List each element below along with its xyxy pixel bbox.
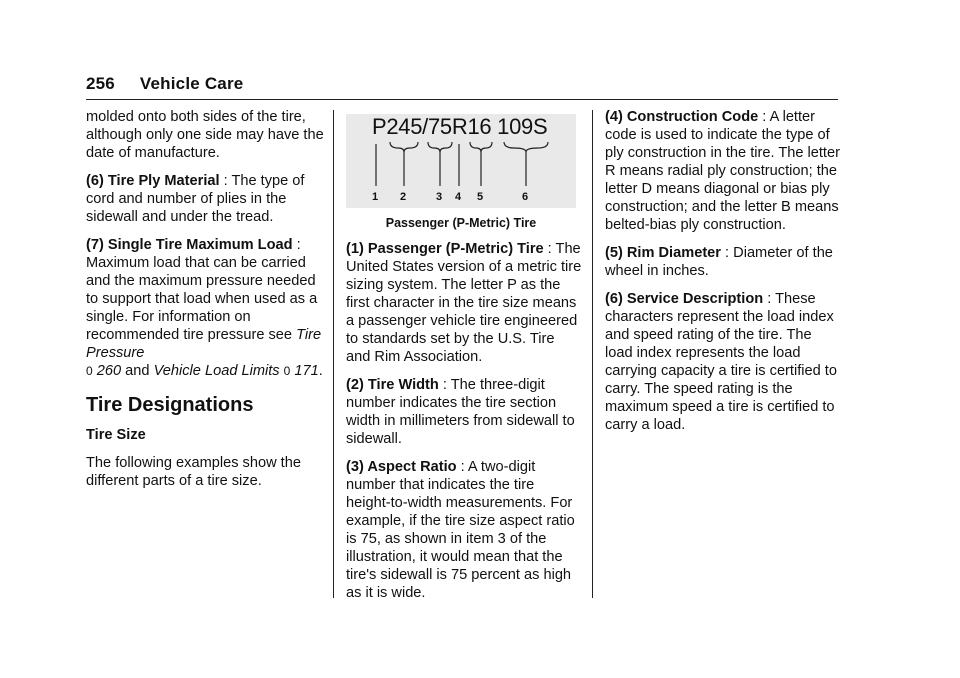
vehicle-load-limits-page-link[interactable]: 171 xyxy=(294,363,319,379)
page-ref-arrow-icon: 0 xyxy=(86,364,93,378)
tire-width-text: The three-digit number indicates the tire section width in millimeters from sidewall to sidewall. xyxy=(346,377,575,447)
tire-pressure-page-link[interactable]: 260 xyxy=(96,363,122,379)
rim-diameter-text: Diameter of the wheel in inches. xyxy=(605,245,833,279)
single-tire-max-load-paragraph xyxy=(86,236,326,380)
callout-brace-6 xyxy=(504,142,548,152)
colon: : xyxy=(292,237,301,253)
tire-ply-material-text: The type of cord and number of plies in the sidewall and under the tread. xyxy=(86,173,305,225)
single-tire-max-load-text: Maximum load that can be carried and the maximum pressure needed to support that load when used as a single. For information on recommended tire pressure see xyxy=(86,255,318,343)
service-description-term: (6) Service Description xyxy=(605,291,764,307)
colon: : xyxy=(438,377,451,393)
rim-diameter-term: (5) Rim Diameter xyxy=(605,245,721,261)
column-1 xyxy=(86,108,326,500)
passenger-tire-text: The United States version of a metric tire sizing system. The letter P as the first character in the tire size means a passenger vehicle tire engineered to standards set by the U.S. Tire and Rim Association. xyxy=(346,241,582,365)
section-heading: Tire Designations xyxy=(86,394,254,416)
tire-width-paragraph xyxy=(346,376,582,448)
vehicle-load-limits-link[interactable]: Vehicle Load Limits xyxy=(153,363,280,379)
page-number: 256 xyxy=(86,74,115,93)
aspect-ratio-term: (3) Aspect Ratio xyxy=(346,459,457,475)
colon: : xyxy=(720,245,734,261)
tire-width-term: (2) Tire Width xyxy=(346,377,439,393)
page-ref-arrow-icon: 0 xyxy=(283,364,291,378)
callout-label-1: 1 xyxy=(372,191,379,203)
aspect-ratio-text: A two-digit number that indicates the tire height-to-width measurements. For example, if the tire size aspect ratio is 75, as shown in item 3 of the illustration, it would mean that the tire's sidewall is 75 percent as high as it is wide. xyxy=(346,459,575,601)
callout-label-3: 3 xyxy=(436,191,443,203)
construction-code-term: (4) Construction Code xyxy=(605,109,759,125)
colon: : xyxy=(219,173,232,189)
service-description-paragraph xyxy=(605,290,841,434)
colon: : xyxy=(758,109,770,125)
passenger-tire-term: (1) Passenger (P-Metric) Tire xyxy=(346,241,544,257)
aspect-ratio-paragraph xyxy=(346,458,582,602)
callout-label-2: 2 xyxy=(400,191,407,203)
single-tire-max-load-term: (7) Single Tire Maximum Load xyxy=(86,237,293,253)
tire-size-illustration xyxy=(346,114,576,208)
construction-code-text: A letter code is used to indicate the type of ply construction in the tire. The letter R means radial ply construction; the letter D means diagonal or bias ply construction; and the letter B means belted-bias ply construction. xyxy=(605,109,840,233)
tire-pressure-link[interactable]: Tire Pressure xyxy=(86,327,322,361)
page-header xyxy=(86,74,243,94)
colon: : xyxy=(543,241,556,257)
and-text: and xyxy=(125,363,150,379)
passenger-tire-paragraph xyxy=(346,240,582,366)
callout-brace-2 xyxy=(390,142,418,152)
column-3 xyxy=(605,108,841,444)
column-divider-2 xyxy=(592,110,593,598)
sub-heading: Tire Size xyxy=(86,427,146,443)
colon: : xyxy=(456,459,468,475)
rim-diameter-paragraph xyxy=(605,244,841,280)
column-2 xyxy=(346,108,582,612)
period: . xyxy=(318,363,323,379)
tire-ply-material-paragraph xyxy=(86,172,326,226)
callout-label-4: 4 xyxy=(455,191,462,203)
colon: : xyxy=(763,291,776,307)
intro-paragraph: molded onto both sides of the tire, although only one side may have the date of manufacture. xyxy=(86,109,324,161)
callout-label-5: 5 xyxy=(477,191,484,203)
construction-code-paragraph xyxy=(605,108,841,234)
tire-size-code: P245/75R16 109S xyxy=(372,114,548,139)
service-description-text: These characters represent the load index and speed rating of the tire. The load index represents the load carrying capacity a tire is certified to carry. The speed rating is the maximum speed a tire is certified to carry a load. xyxy=(605,291,837,433)
callout-brace-3 xyxy=(428,142,452,152)
column-divider-1 xyxy=(333,110,334,598)
header-rule xyxy=(86,99,838,100)
section-title: Vehicle Care xyxy=(139,74,244,93)
callout-label-6: 6 xyxy=(522,191,529,203)
tire-size-paragraph: The following examples show the different parts of a tire size. xyxy=(86,455,301,489)
figure-caption: Passenger (P-Metric) Tire xyxy=(385,216,537,230)
tire-ply-material-term: (6) Tire Ply Material xyxy=(86,173,220,189)
callout-brace-5 xyxy=(470,142,492,152)
